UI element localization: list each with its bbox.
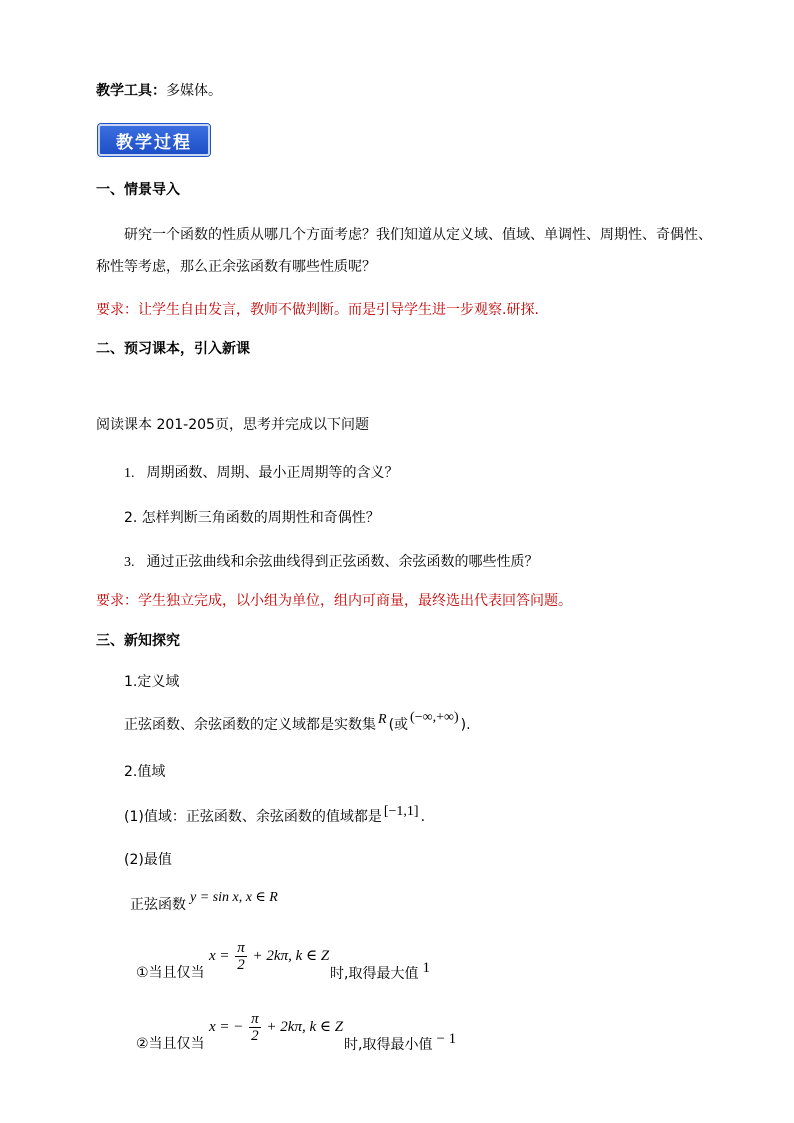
condition-2-rest: + 2kπ, k ∈ Z <box>266 1018 344 1035</box>
question-3-number: 3. <box>124 555 135 570</box>
intro-paragraph-line2: 称性等考虑，那么正余弦函数有哪些性质呢？ <box>96 259 376 275</box>
range-interval: [−1,1] <box>383 804 419 819</box>
sine-formula: y = sin x, x ∈ R <box>190 890 278 905</box>
section-badge-teaching-process: 教学过程 <box>98 124 210 156</box>
teaching-tools-value: 多媒体。 <box>166 83 222 99</box>
domain-or: (或 <box>388 717 409 733</box>
domain-text-line <box>124 710 471 734</box>
condition-2-post: 时,取得最小值 <box>344 1037 433 1053</box>
teaching-tools-line <box>96 80 222 100</box>
pi-over-2-fraction <box>249 1011 261 1044</box>
fraction-numerator: π <box>237 940 245 956</box>
question-1 <box>124 462 399 482</box>
range-heading: 2.值域 <box>124 764 166 780</box>
sine-function-line <box>130 890 278 914</box>
question-2: 2. 怎样判断三角函数的周期性和奇偶性？ <box>124 510 380 526</box>
condition-2-lhs: x = − <box>209 1018 244 1035</box>
range-dot: . <box>420 809 426 825</box>
range-text: (1)值域：正弦函数、余弦函数的值域都是 <box>124 809 382 825</box>
min-value: − 1 <box>436 1031 457 1047</box>
condition-1-formula <box>209 940 329 973</box>
section-title-new-knowledge: 三、新知探究 <box>96 633 180 649</box>
pi-over-2-fraction <box>235 940 247 973</box>
condition-2-result <box>344 1031 457 1054</box>
condition-2-formula <box>209 1011 343 1044</box>
fraction-numerator: π <box>251 1011 259 1027</box>
range-text-line <box>124 806 425 826</box>
real-set-symbol: R <box>378 712 387 727</box>
condition-1-result <box>330 960 430 983</box>
preview-intro: 阅读课本 201-205页，思考并完成以下问题 <box>96 417 369 433</box>
question-3 <box>124 551 539 571</box>
max-value: 1 <box>422 960 430 976</box>
domain-end: ). <box>460 717 471 733</box>
condition-1-rest: + 2kπ, k ∈ Z <box>252 947 330 964</box>
domain-interval: (−∞,+∞) <box>410 710 459 725</box>
condition-1-lhs: x = <box>209 947 230 964</box>
condition-1-post: 时,取得最大值 <box>330 966 419 982</box>
teaching-tools-label: 教学工具： <box>96 83 166 99</box>
intro-paragraph-line1: 研究一个函数的性质从哪几个方面考虑？我们知道从定义域、值域、单调性、周期性、奇偶性、 <box>124 227 712 243</box>
section-title-preview: 二、预习课本，引入新课 <box>96 341 250 357</box>
extremum-heading: (2)最值 <box>124 852 172 868</box>
condition-1-label: ①当且仅当 <box>136 965 205 981</box>
domain-text: 正弦函数、余弦函数的定义域都是实数集 <box>124 717 376 733</box>
domain-heading: 1.定义域 <box>124 674 180 690</box>
question-3-text: 通过正弦曲线和余弦曲线得到正弦函数、余弦函数的哪些性质？ <box>146 554 539 570</box>
fraction-denominator: 2 <box>251 1028 259 1044</box>
fraction-denominator: 2 <box>237 957 245 973</box>
condition-2-label: ②当且仅当 <box>136 1036 205 1052</box>
question-1-text: 周期函数、周期、最小正周期等的含义？ <box>146 465 399 481</box>
preview-requirement: 要求：学生独立完成，以小组为单位，组内可商量，最终选出代表回答问题。 <box>96 593 572 609</box>
section-title-intro: 一、情景导入 <box>96 182 180 198</box>
sine-label: 正弦函数 <box>130 897 186 913</box>
intro-requirement: 要求：让学生自由发言，教师不做判断。而是引导学生进一步观察.研探. <box>96 302 539 318</box>
question-1-number: 1. <box>124 466 135 481</box>
